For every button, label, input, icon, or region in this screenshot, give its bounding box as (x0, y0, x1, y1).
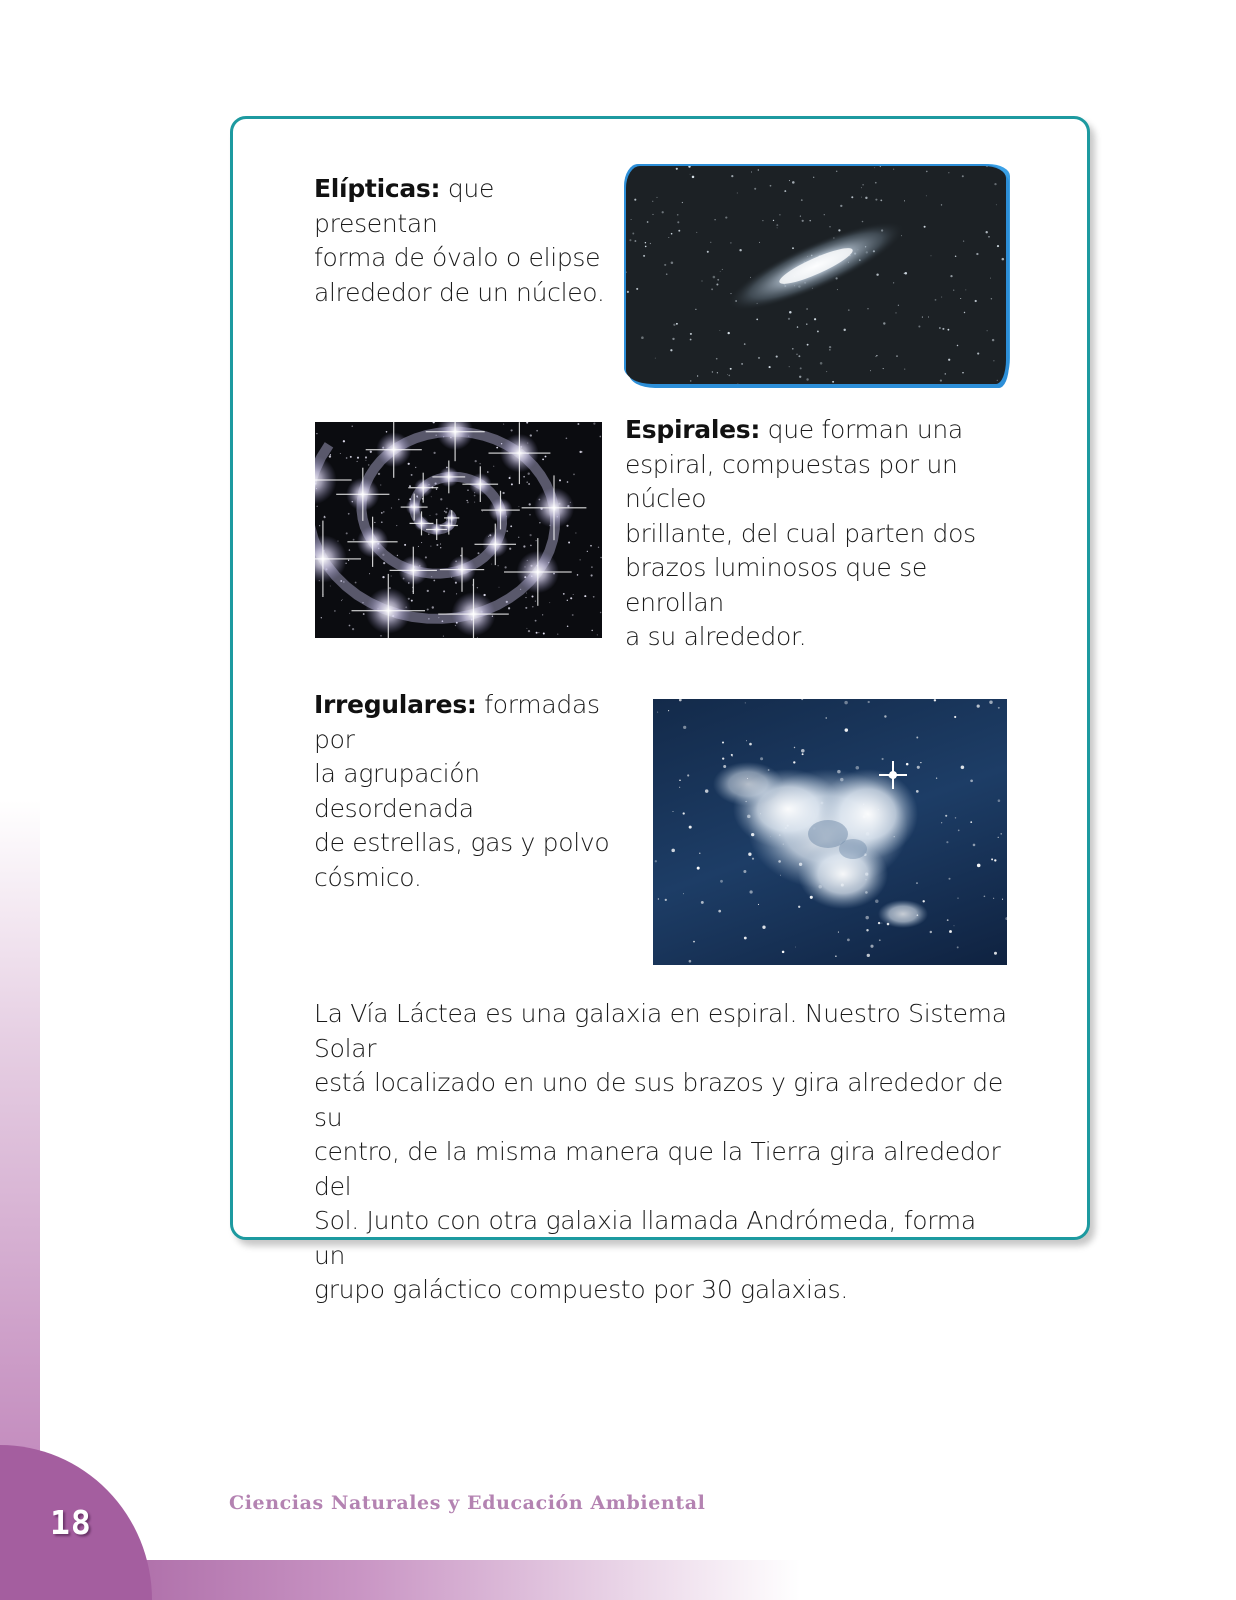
spiral-line-2: espiral, compuestas por un núcleo (625, 449, 958, 513)
page-number: 18 (50, 1503, 92, 1542)
milky-way-line-2: está localizado en uno de sus brazos y gira alrededor de su (314, 1068, 1003, 1132)
elliptical-galaxy-image (626, 166, 1006, 384)
milky-way-paragraph (314, 997, 1014, 1308)
spiral-line-1: que forman una (760, 415, 963, 444)
irregular-term: Irregulares: (314, 690, 477, 719)
irregular-line-2: la agrupación desordenada (314, 759, 480, 823)
irregular-line-1: formadas por (314, 690, 600, 754)
irregular-line-4: cósmico. (314, 862, 422, 892)
elliptical-line-2: forma de óvalo o elipse (314, 243, 601, 272)
elliptical-term: Elípticas: (314, 174, 441, 203)
book-title: Ciencias Naturales y Educación Ambiental (229, 1492, 706, 1514)
spiral-term: Espirales: (625, 415, 761, 444)
milky-way-line-1: La Vía Láctea es una galaxia en espiral. Nuestro Sistema Solar (314, 999, 1007, 1063)
irregular-galaxies-paragraph (314, 688, 634, 895)
spiral-line-3: brillante, del cual parten dos (625, 518, 976, 548)
spiral-line-5: a su alrededor. (625, 622, 807, 651)
elliptical-line-1: que presentan (314, 174, 495, 238)
elliptical-line-3: alrededor de un núcleo. (314, 277, 605, 307)
milky-way-line-3: centro, de la misma manera que la Tierra gira alrededor del (314, 1137, 1001, 1201)
spiral-galaxy-image (315, 422, 602, 638)
irregular-galaxy-image (653, 699, 1007, 965)
milky-way-line-4: Sol. Junto con otra galaxia llamada Andrómeda, forma un (314, 1206, 976, 1270)
spiral-galaxies-paragraph (625, 413, 1010, 655)
milky-way-line-5: grupo galáctico compuesto por 30 galaxias. (314, 1275, 849, 1304)
spiral-line-4: brazos luminosos que se enrollan (625, 553, 927, 617)
elliptical-galaxies-paragraph (314, 172, 614, 310)
irregular-line-3: de estrellas, gas y polvo (314, 828, 610, 857)
